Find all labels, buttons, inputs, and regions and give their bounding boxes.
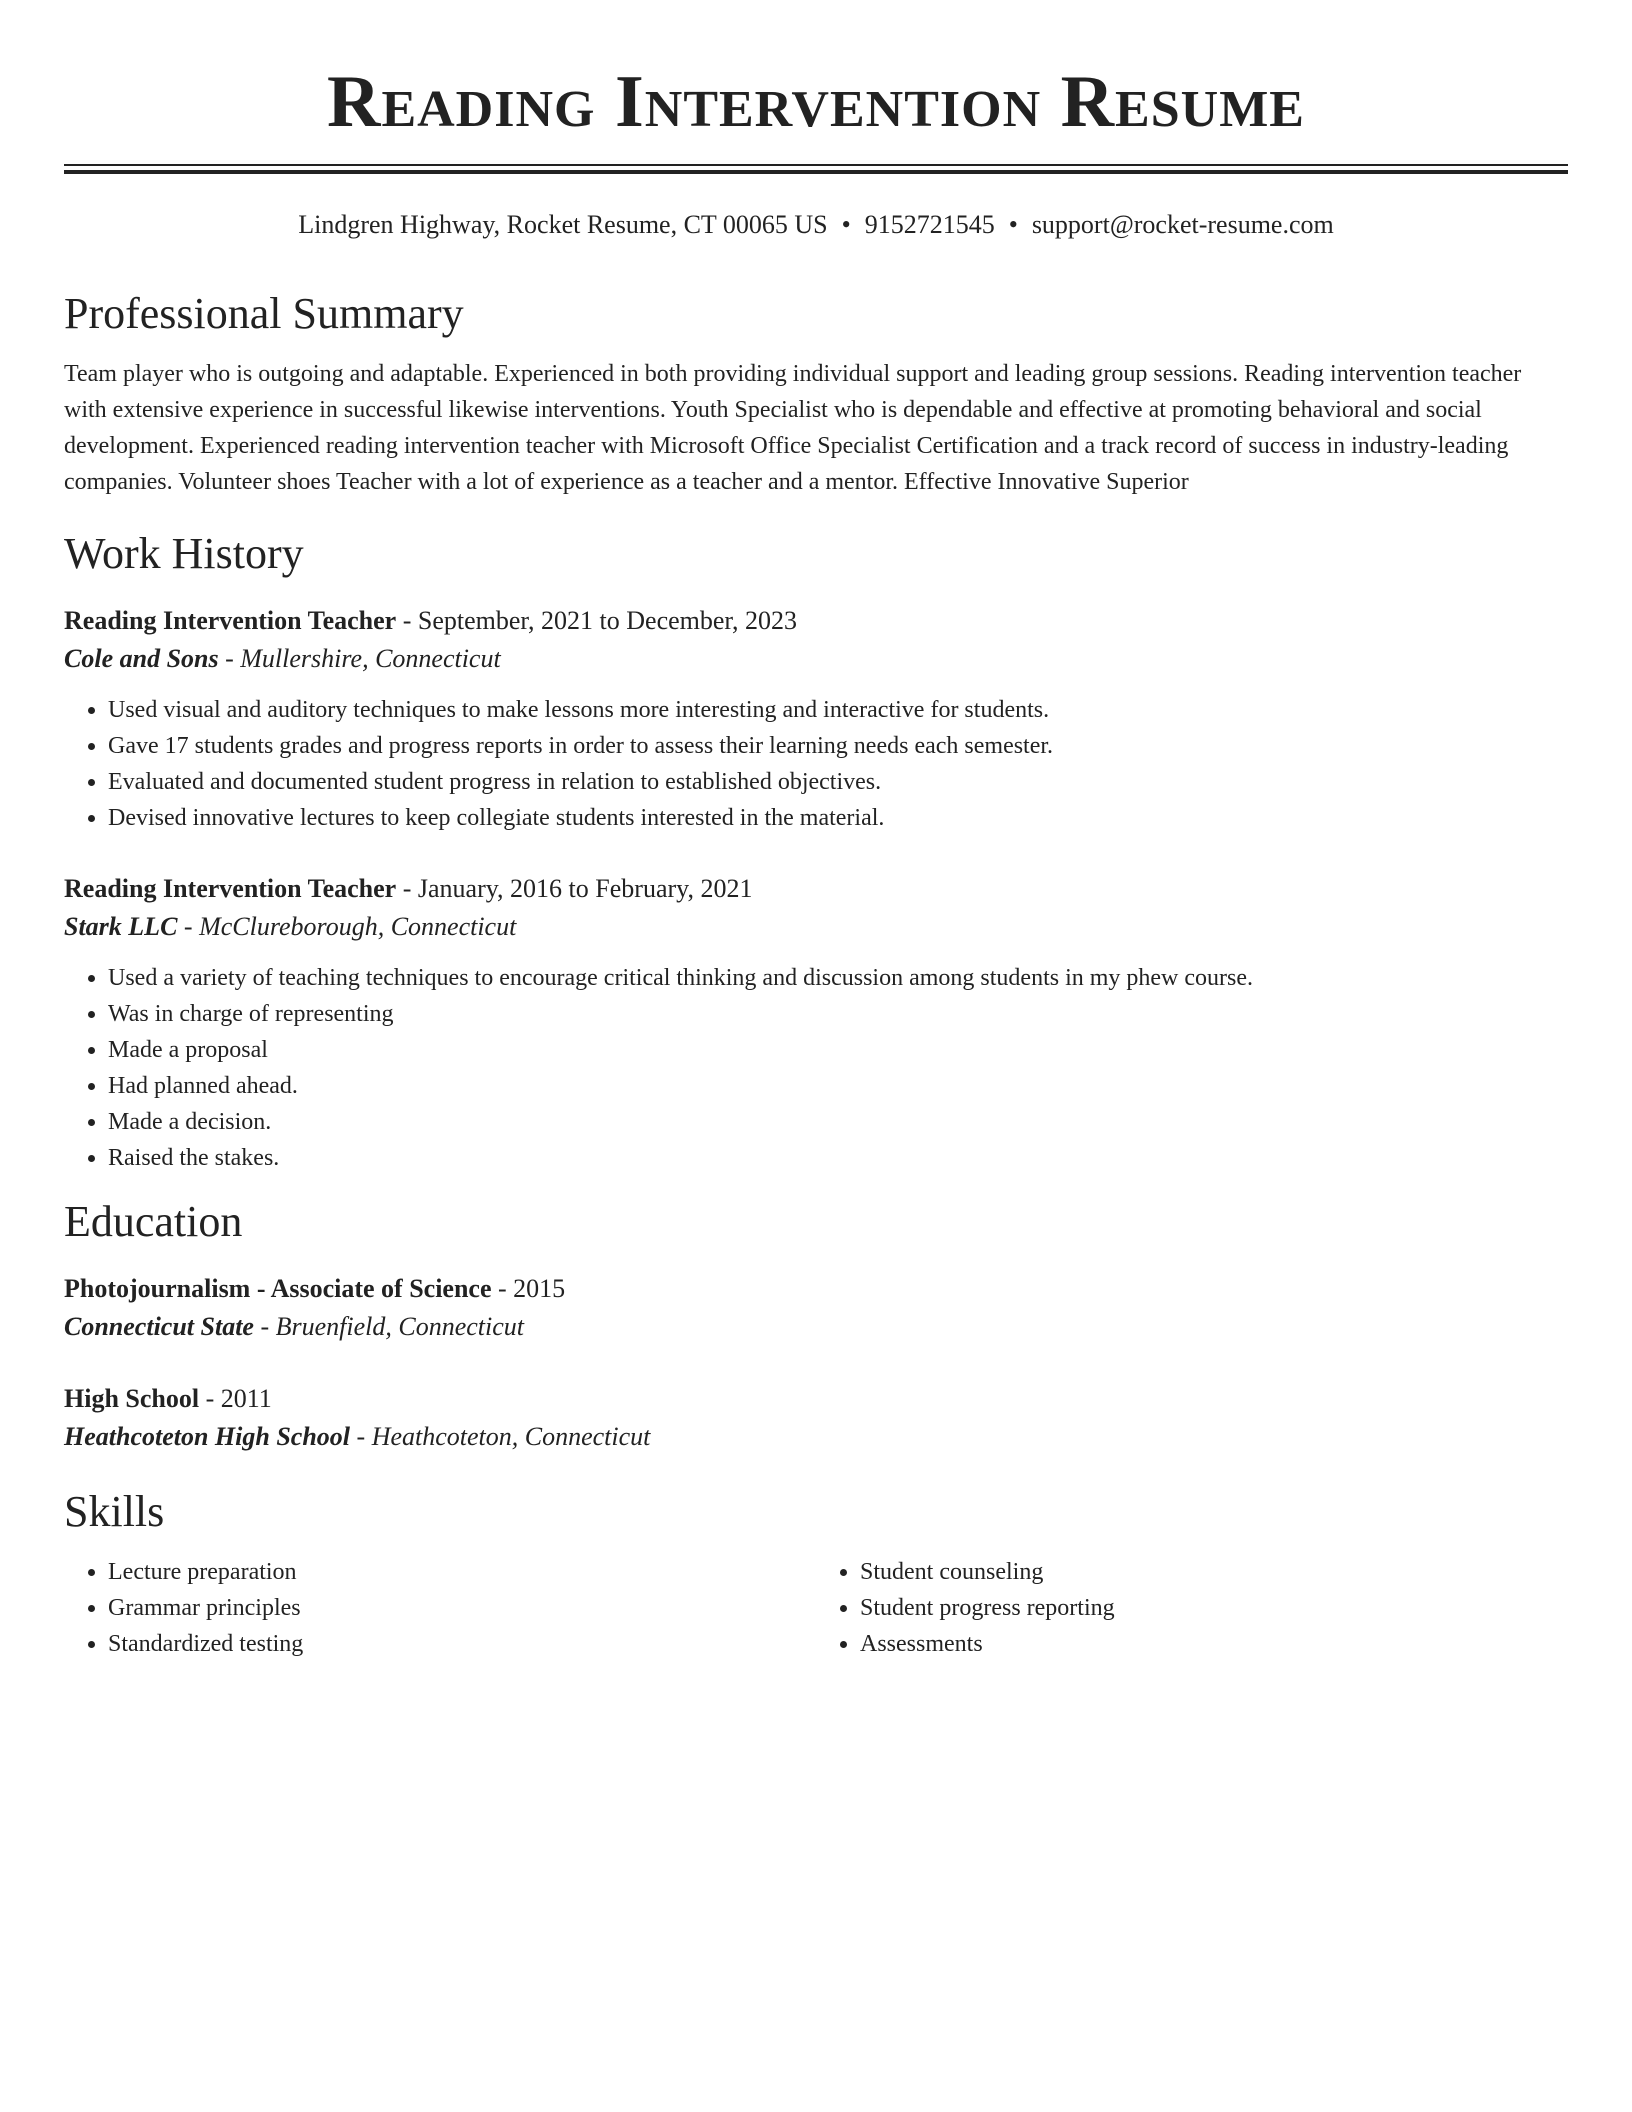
skill-item: • Lecture preparation: [108, 1554, 816, 1590]
skills-column-left: [64, 1554, 816, 1662]
job-bullet: • Gave 17 students grades and progress reports in order to assess their learning needs each semester.: [108, 728, 1568, 764]
summary-text: Team player who is outgoing and adaptable. Experienced in both providing individual support and leading group sessions. Reading intervention teacher with extensive experience in successful likewise interventions. Youth Specialist who is dependable and effective at promoting behavioral and social development. Experienced reading intervention teacher with Microsoft Office Specialist Certification and a track record of success in industry-leading companies. Volunteer shoes Teacher with a lot of experience as a teacher and a mentor. Effective Innovative Superior: [64, 361, 1522, 495]
education-degree: High School: [64, 1384, 200, 1413]
job-bullet: • Was in charge of representing: [108, 996, 1568, 1032]
contact-line: [64, 208, 1568, 242]
education-heading: Education: [64, 1197, 243, 1246]
resume-page: [64, 0, 1568, 1662]
job-dates: - January, 2016 to February, 2021: [396, 874, 753, 903]
skill-item: • Student progress reporting: [860, 1590, 1568, 1626]
skills-grid: [64, 1554, 1568, 1662]
job-bullet: • Made a proposal: [108, 1032, 1568, 1068]
job-company-line: [64, 640, 1568, 678]
job-bullet: • Made a decision.: [108, 1104, 1568, 1140]
job-title: Reading Intervention Teacher: [64, 874, 397, 903]
work-history-heading: Work History: [64, 529, 304, 578]
education-location: - Bruenfield, Connecticut: [253, 1312, 525, 1341]
job-title: Reading Intervention Teacher: [64, 606, 397, 635]
job-bullet: • Used visual and auditory techniques to make lessons more interesting and interactive for students.: [108, 692, 1568, 728]
title-double-rule: [64, 164, 1568, 174]
education-degree: Photojournalism - Associate of Science: [64, 1274, 492, 1303]
job-location: - McClureborough, Connecticut: [177, 912, 517, 941]
job-bullet: • Evaluated and documented student progress in relation to established objectives.: [108, 764, 1568, 800]
contact-phone: 9152721545: [864, 210, 995, 239]
contact-email: support@rocket-resume.com: [1031, 210, 1334, 239]
education-school: Heathcoteton High School: [64, 1422, 351, 1451]
education-school-line: [64, 1308, 1568, 1346]
education-school-line: [64, 1418, 1568, 1456]
education-year: - 2011: [199, 1384, 272, 1413]
job-company: Cole and Sons: [64, 644, 219, 673]
skills-heading: Skills: [64, 1487, 165, 1536]
education-year: - 2015: [491, 1274, 566, 1303]
skill-item: • Student counseling: [860, 1554, 1568, 1590]
job-title-line: [64, 602, 1568, 640]
contact-separator: •: [1008, 210, 1018, 239]
contact-separator: •: [841, 210, 851, 239]
job-dates: - September, 2021 to December, 2023: [396, 606, 798, 635]
job-bullet: • Devised innovative lectures to keep collegiate students interested in the material.: [108, 800, 1568, 836]
job-bullets: [64, 960, 1568, 1176]
resume-title: Reading Intervention Resume: [327, 61, 1305, 143]
job-entry: [64, 870, 1568, 1176]
job-title-line: [64, 870, 1568, 908]
skill-item: • Assessments: [860, 1626, 1568, 1662]
education-location: - Heathcoteton, Connecticut: [350, 1422, 651, 1451]
skill-item: • Grammar principles: [108, 1590, 816, 1626]
summary-heading: Professional Summary: [64, 289, 464, 338]
skills-column-right: [816, 1554, 1568, 1662]
job-bullet: • Raised the stakes.: [108, 1140, 1568, 1176]
job-company: Stark LLC: [64, 912, 178, 941]
education-degree-line: [64, 1380, 1568, 1418]
job-bullets: [64, 692, 1568, 836]
job-entry: [64, 602, 1568, 836]
education-school: Connecticut State: [64, 1312, 254, 1341]
job-location: - Mullershire, Connecticut: [218, 644, 501, 673]
job-bullet: • Had planned ahead.: [108, 1068, 1568, 1104]
job-bullet: • Used a variety of teaching techniques to encourage critical thinking and discussion among students in my phew course.: [108, 960, 1568, 996]
skill-item: • Standardized testing: [108, 1626, 816, 1662]
education-entry: [64, 1270, 1568, 1346]
contact-address: Lindgren Highway, Rocket Resume, CT 00065 US: [298, 210, 828, 239]
education-degree-line: [64, 1270, 1568, 1308]
job-company-line: [64, 908, 1568, 946]
education-entry: [64, 1380, 1568, 1456]
